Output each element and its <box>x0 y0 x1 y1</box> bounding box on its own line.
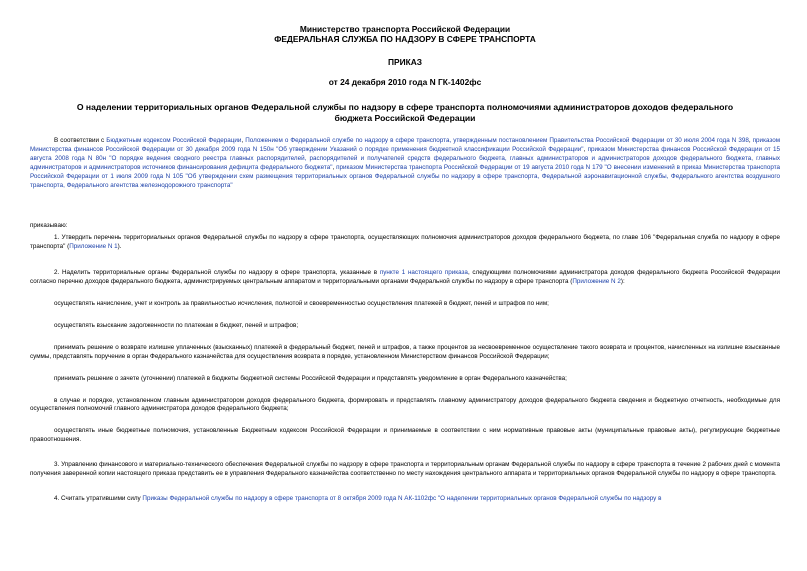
service-name: ФЕДЕРАЛЬНАЯ СЛУЖБА ПО НАДЗОРУ В СФЕРЕ ТРАНСПОРТА <box>274 34 536 44</box>
preamble-text: , <box>583 145 588 153</box>
document-page <box>30 24 780 504</box>
item-2 <box>30 269 780 287</box>
item-1-text: 1. Утвердить перечень территориальных органов Федеральной службы по надзору в сфере транспорта, осуществляющих полномочия администраторов доходов федерального бюджета, по главе 106 "Федеральная служба по надзору в сфере транспорта" ( <box>30 234 780 251</box>
preamble-text: В соответствии с <box>54 137 107 144</box>
power-item: в случае и порядке, установленном главным администратором доходов федерального бюджета, формировать и представлять главному администратору доходов федерального бюджета сведения и бюджетную отчетность, необходимые для осуществления полномочий главного администратора доходов федерального бюджета; <box>30 396 780 413</box>
order-word: приказываю: <box>30 222 68 230</box>
item-1-tail: ). <box>117 243 122 251</box>
item-4 <box>30 495 780 504</box>
item-2-tail: ): <box>620 278 625 286</box>
item-1 <box>30 234 780 252</box>
link-budget-code[interactable]: Бюджетным кодексом Российской Федерации <box>106 137 242 144</box>
power-item: осуществлять начисление, учет и контроль за правильностью исчисления, полнотой и своевременностью осуществления платежей в бюджет, пеней и штрафов по ним; <box>54 299 549 307</box>
preamble-text: , <box>332 163 337 171</box>
link-order-150n[interactable]: приказом Министерства финансов Российской Федерации от 30 декабря 2009 года N 150н "Об утверждении Указаний о порядке применения бюджетной классификации Российской Федерации" <box>30 137 781 153</box>
link-regulation[interactable]: Положением о Федеральной службе по надзору в сфере транспорта, утвержденным постановлением Правительства Российской Федерации от 30 июля 2004 года N 398 <box>245 137 749 144</box>
power-item: принимать решение о возврате излишне уплаченных (взысканных) платежей в федеральный бюджет, пеней и штрафов, а также процентов за несвоевременное осуществление такого возврата и процентов, начисленных на излишне взысканные суммы, представлять поручение в орган Федерального казначейства для осуществления возврата в порядке, установленном Министерством финансов Российской Федерации; <box>30 343 780 360</box>
doc-date-number: от 24 декабря 2010 года N ГК-1402фс <box>328 77 482 87</box>
item-2-text: , следующими полномочиями администратора доходов федерального бюджета Российской Федерации согласно перечню доходов федерального бюджета, администрируемых центральным аппаратом и территориальными органами Федеральной службы по надзору в сфере транспорта ( <box>30 269 780 286</box>
preamble-paragraph <box>30 137 780 190</box>
power-item: осуществлять иные бюджетные полномочия, установленные Бюджетным кодексом Российской Федерации и принимаемые в соответствии с ним нормативные правовые акты (муниципальные правовые акты), регулирующие бюджетные правоотношения. <box>30 427 780 444</box>
link-order-179[interactable]: приказом Министерства транспорта Российской Федерации от 19 августа 2010 года N 179 "О внесении изменений в приказ Министерства транспорта Российской Федерации от 1 июля 2009 года N 105 "Об утверждении схем размещения территориальных органов Федеральной службы по надзору в сфере транспорта, Федеральной аэронавигационной службы, Федерального агентства воздушного транспорта, Федерального агентства железнодорожного транспорта" <box>30 163 781 189</box>
link-appendix-1[interactable]: Приложение N 1 <box>69 243 118 251</box>
item-4-text: 4. Считать утратившими силу <box>54 494 143 502</box>
power-item: осуществлять взыскание задолженности по платежам в бюджет, пеней и штрафов; <box>54 321 299 329</box>
link-appendix-2[interactable]: Приложение N 2 <box>572 278 621 286</box>
preamble-text: , <box>241 137 246 144</box>
preamble-text: , <box>748 137 753 144</box>
item-2-text: 2. Наделить территориальные органы Федеральной службы по надзору в сфере транспорта, указанные в <box>54 269 380 277</box>
link-order-80n[interactable]: приказом Министерства финансов Российской Федерации от 15 августа 2008 года N 80н "О порядке ведения сводного реестра главных распорядителей, распорядителей и получателей средств федерального бюджета, главных администраторов и администраторов доходов федерального бюджета, главных администраторов и администраторов источников финансирования дефицита федерального бюджета" <box>30 145 780 171</box>
link-order-ak-1102[interactable]: Приказы Федеральной службы по надзору в сфере транспорта от 8 октября 2009 года N АК-1102фс "О наделении территориальных органов Федеральной службы по надзору в <box>142 494 662 502</box>
doc-title: О наделении территориальных органов Федеральной службы по надзору в сфере транспорта полномочиями администраторов доходов федерального бюджета Российской Федерации <box>76 102 734 123</box>
item-3: 3. Управлению финансового и материально-технического обеспечения Федеральной службы по надзору в сфере транспорта и территориальным органам Федеральной службы по надзору в сфере транспорта в течение 2 рабочих дней с момента получения заверенной копии настоящего приказа представить ее в управления Федерального казначейства соответственно по месту нахождения центрального аппарата и территориальных органов Федеральной службы по надзору в сфере транспорта. <box>30 461 780 478</box>
ministry-name: Министерство транспорта Российской Федерации <box>299 24 511 34</box>
link-point-1[interactable]: пункте 1 настоящего приказа <box>379 269 468 277</box>
power-item: принимать решение о зачете (уточнении) платежей в бюджеты бюджетной системы Российской Федерации и представлять уведомление в орган Федерального казначейства; <box>54 374 567 382</box>
doc-type: ПРИКАЗ <box>387 57 423 67</box>
